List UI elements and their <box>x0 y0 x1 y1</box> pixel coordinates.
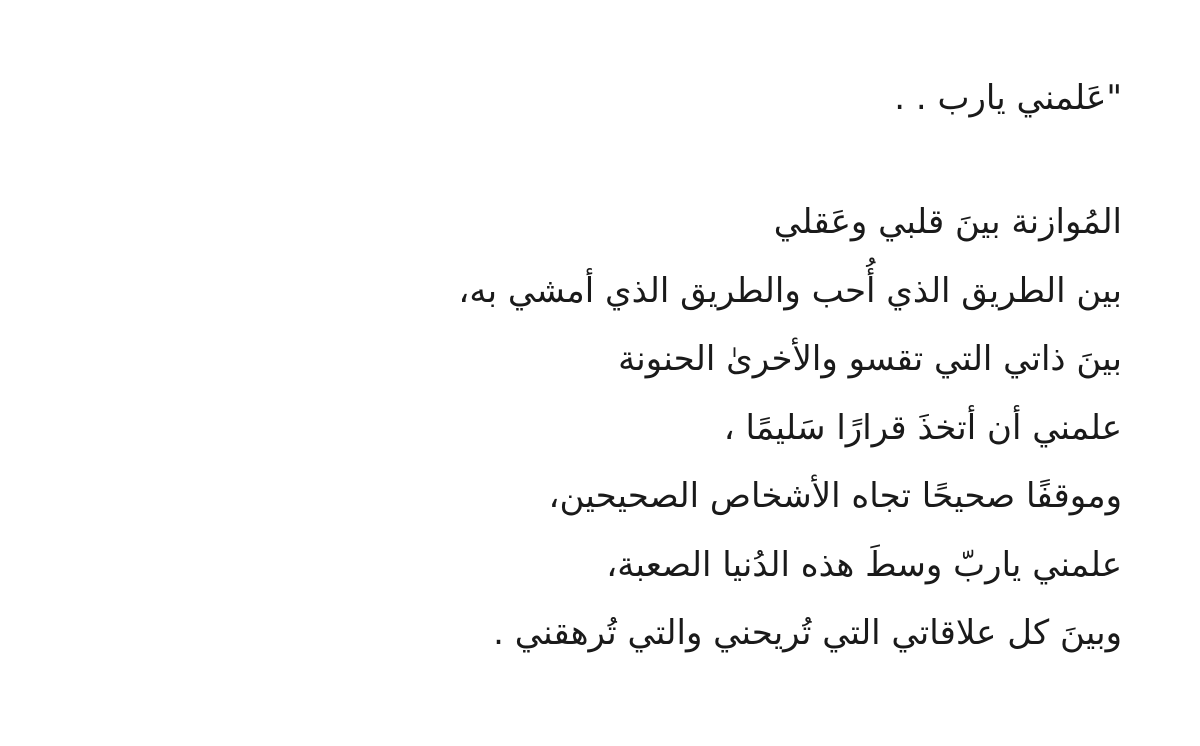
note-line: بينَ ذاتي التي تقسو والأخرىٰ الحنونة <box>618 339 1122 379</box>
note-line: علمني ياربّ وسطَ هذه الدُنيا الصعبة، <box>606 544 1122 585</box>
note-line: وبينَ كل علاقاتي التي تُريحني والتي تُرهقني . <box>493 613 1122 653</box>
note-lines <box>122 188 1122 668</box>
note-title: "عَلمني يارب . . <box>894 78 1122 118</box>
note-line: بين الطريق الذي أُحب والطريق الذي أمشي به، <box>458 270 1122 311</box>
note-line: المُوازنة بينَ قلبي وعَقلي <box>773 202 1122 242</box>
note-line: وموقفًا صحيحًا تجاه الأشخاص الصحيحين، <box>548 476 1122 516</box>
note-line: علمني أن أتخذَ قرارًا سَليمًا ، <box>723 407 1122 448</box>
blank-line <box>122 136 1122 188</box>
note-text-block <box>122 60 1122 668</box>
